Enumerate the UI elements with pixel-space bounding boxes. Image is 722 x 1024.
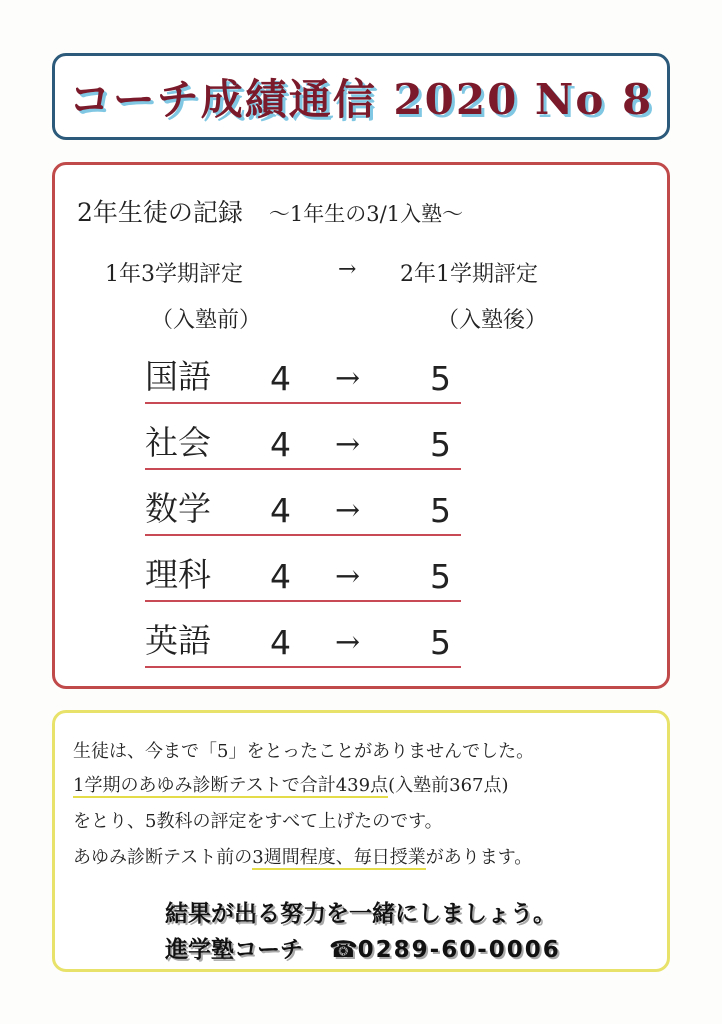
note-box — [52, 710, 670, 972]
grade-arrow: → — [335, 559, 361, 594]
title-box — [52, 53, 670, 140]
subject-name: 社会 — [145, 423, 211, 462]
grade-before: 4 — [270, 359, 291, 398]
subject-name: 国語 — [145, 357, 211, 396]
phone-icon: ☎ — [329, 937, 358, 963]
term-to-note: （入塾後） — [437, 308, 548, 333]
note-line: をとり、5教科の評定をすべて上げたのです。 — [73, 811, 443, 832]
grade-before: 4 — [270, 425, 291, 464]
grade-before: 4 — [270, 623, 291, 662]
slogan: 結果が出る努力を一緒にしましょう。 — [165, 901, 556, 927]
grade-before: 4 — [270, 557, 291, 596]
note-line — [73, 843, 532, 869]
newsletter-title: コーチ成績通信 2020 No 8 — [68, 74, 654, 124]
grade-arrow: → — [335, 361, 361, 396]
note-line — [73, 771, 509, 797]
subject-name: 英語 — [145, 621, 211, 660]
grade-after: 5 — [430, 557, 451, 596]
term-arrow: → — [338, 257, 357, 282]
record-heading — [77, 193, 463, 229]
term-from-label: 1年3学期評定 — [105, 262, 243, 287]
grade-after: 5 — [430, 359, 451, 398]
school-name: 進学塾コーチ — [165, 937, 303, 963]
phone-number[interactable]: 0289-60-0006 — [357, 937, 561, 963]
grade-after: 5 — [430, 425, 451, 464]
grade-after: 5 — [430, 491, 451, 530]
grade-row — [145, 614, 461, 668]
grade-before: 4 — [270, 491, 291, 530]
grade-arrow: → — [335, 427, 361, 462]
note-line: 生徒は、今まで「5」をとったことがありませんでした。 — [73, 741, 535, 762]
grade-after: 5 — [430, 623, 451, 662]
subject-name: 数学 — [145, 489, 211, 528]
term-from-note: （入塾前） — [151, 308, 262, 333]
term-to-label: 2年1学期評定 — [400, 262, 538, 287]
grade-arrow: → — [335, 493, 361, 528]
grade-row — [145, 350, 461, 404]
grade-row — [145, 482, 461, 536]
grade-row — [145, 416, 461, 470]
highlighted-schedule: 3週間程度、毎日授業 — [252, 847, 426, 868]
record-subheading: ～1年生の3/1入塾～ — [268, 202, 464, 226]
grade-arrow: → — [335, 625, 361, 660]
subject-name: 理科 — [145, 555, 211, 594]
highlighted-test-score: 1学期のあゆみ診断テストで合計439点 — [73, 775, 389, 796]
grade-row — [145, 548, 461, 602]
pre-entry-score: (入塾前367点) — [388, 775, 509, 796]
record-box — [52, 162, 670, 689]
school-contact — [165, 931, 561, 964]
note-text: があります。 — [425, 847, 533, 868]
record-heading-text: 2年生徒の記録 — [77, 198, 243, 227]
note-text: あゆみ診断テスト前の — [73, 847, 253, 868]
